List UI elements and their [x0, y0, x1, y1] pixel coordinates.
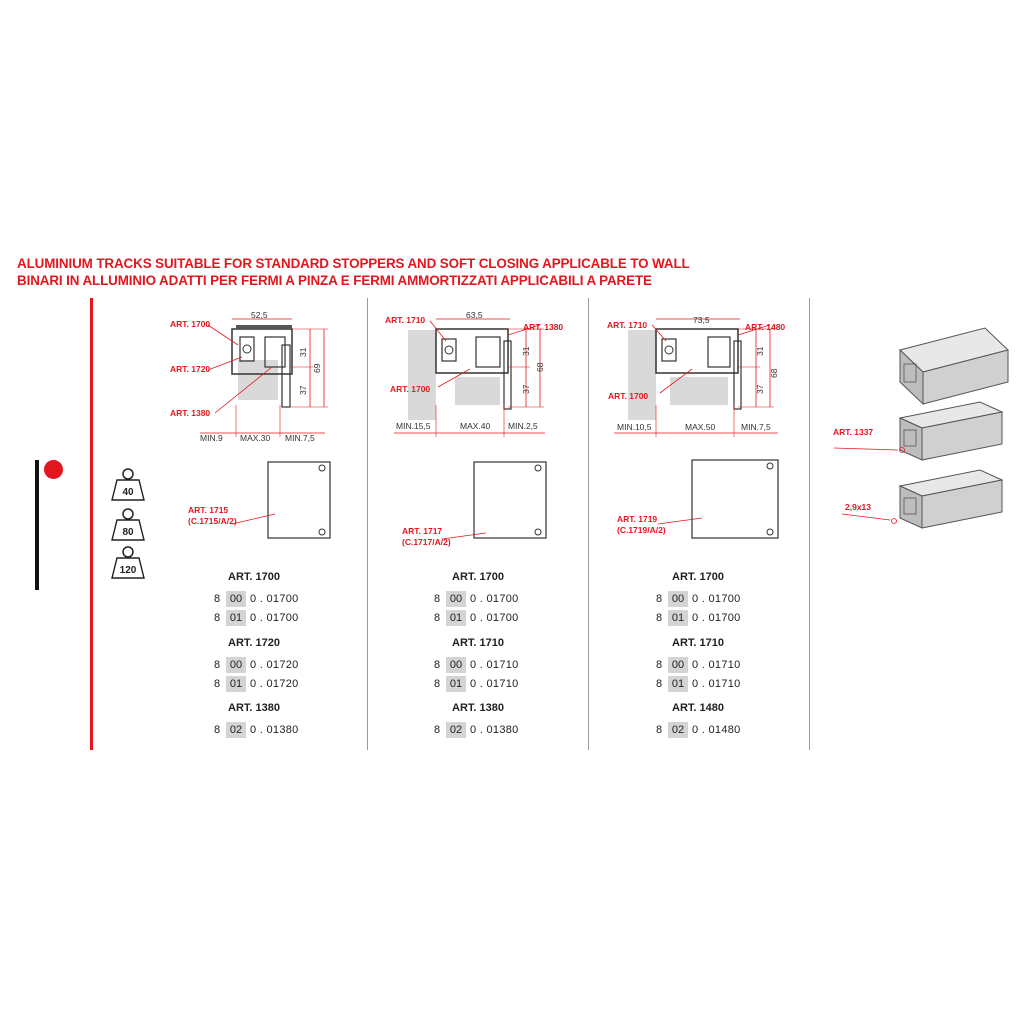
code-head-1710: ART. 1710 [672, 637, 724, 649]
code-head-1480: ART. 1480 [672, 702, 724, 714]
dim-total: 69 [312, 363, 322, 373]
dim-h1: 31 [521, 346, 531, 356]
dim-min-left: MIN.10,5 [617, 422, 652, 432]
label-art-1719: ART. 1719 [617, 514, 658, 524]
weight-40-label: 40 [122, 487, 134, 498]
dim-max: MAX.30 [240, 433, 271, 443]
code-head-1700: ART. 1700 [672, 571, 724, 583]
header-title-it: BINARI IN ALLUMINIO ADATTI PER FERMI A PINZA E FERMI AMMORTIZZATI APPLICABILI A PARETE [17, 273, 652, 288]
dim-width: 52,5 [251, 310, 268, 320]
dim-total: 68 [769, 368, 779, 378]
track-3d-middle [900, 402, 1002, 460]
dim-h1: 31 [298, 347, 308, 357]
weight-120-icon [108, 546, 148, 580]
code-row: 8 00 0 . 01700 [434, 593, 519, 605]
dim-h1: 31 [755, 346, 765, 356]
code-head-1710: ART. 1710 [452, 637, 504, 649]
label-art-1710: ART. 1710 [607, 320, 648, 330]
code-row: 8 00 0 . 01700 [656, 593, 741, 605]
dim-h2: 37 [521, 384, 531, 394]
code-row: 8 01 0 . 01700 [214, 612, 299, 624]
weight-80-label: 80 [122, 527, 134, 538]
code-head-1720: ART. 1720 [228, 637, 280, 649]
code-row: 8 02 0 . 01380 [214, 724, 299, 736]
leader-art-1337 [832, 438, 912, 458]
code-row: 8 00 0 . 01720 [214, 659, 299, 671]
label-art-1380: ART. 1380 [170, 408, 211, 418]
track-3d-top [900, 328, 1008, 404]
code-row: 8 01 0 . 01700 [656, 612, 741, 624]
weight-80-icon [108, 508, 148, 542]
label-art-1380: ART. 1380 [523, 322, 564, 332]
code-head-1700: ART. 1700 [452, 571, 504, 583]
label-art-1700: ART. 1700 [608, 391, 649, 401]
column-divider-2 [588, 298, 589, 750]
code-row: 8 01 0 . 01710 [656, 678, 741, 690]
dim-max: MAX.50 [685, 422, 716, 432]
dim-min-right: MIN.7,5 [741, 422, 771, 432]
red-vertical-rule [90, 298, 93, 750]
code-row: 8 00 0 . 01700 [214, 593, 299, 605]
label-c1717: (C.1717/A/2) [402, 537, 451, 547]
label-art-1480: ART. 1480 [745, 322, 786, 332]
track-3d-bottom [900, 470, 1002, 528]
label-art-1337: ART. 1337 [833, 427, 874, 437]
dim-width: 63,5 [466, 310, 483, 320]
dim-min-right: MIN.7,5 [285, 433, 315, 443]
dim-h2: 37 [298, 385, 308, 395]
code-row: 8 02 0 . 01380 [434, 724, 519, 736]
label-art-1715: ART. 1715 [188, 505, 229, 515]
dim-total: 68 [535, 362, 545, 372]
code-head-1380: ART. 1380 [452, 702, 504, 714]
label-art-1700: ART. 1700 [170, 319, 211, 329]
weight-120-label: 120 [119, 565, 137, 576]
dim-min-right: MIN.2,5 [508, 421, 538, 431]
code-row: 8 01 0 . 01720 [214, 678, 299, 690]
code-row: 8 01 0 . 01700 [434, 612, 519, 624]
label-screw: 2,9x13 [845, 502, 871, 512]
code-row: 8 02 0 . 01480 [656, 724, 741, 736]
code-row: 8 01 0 . 01710 [434, 678, 519, 690]
label-c1719: (C.1719/A/2) [617, 525, 666, 535]
black-marker-bar [35, 460, 39, 590]
weight-40-icon [108, 468, 148, 502]
label-c1715: (C.1715/A/2) [188, 516, 237, 526]
leader-1715 [230, 500, 280, 530]
dim-h2: 37 [755, 384, 765, 394]
column-divider-1 [367, 298, 368, 750]
dim-max: MAX.40 [460, 421, 491, 431]
code-head-1380: ART. 1380 [228, 702, 280, 714]
label-art-1717: ART. 1717 [402, 526, 443, 536]
dim-width: 73,5 [693, 315, 710, 325]
code-head-1700: ART. 1700 [228, 571, 280, 583]
dim-min-left: MIN.9 [200, 433, 223, 443]
label-art-1710: ART. 1710 [385, 315, 426, 325]
header-title-en: ALUMINIUM TRACKS SUITABLE FOR STANDARD STOPPERS AND SOFT CLOSING APPLICABLE TO WALL [17, 256, 690, 271]
red-dot-icon [44, 460, 63, 479]
leader-screw [840, 510, 910, 530]
label-art-1720: ART. 1720 [170, 364, 211, 374]
track-3d-illustrations [890, 320, 1010, 530]
dim-min-left: MIN.15,5 [396, 421, 431, 431]
code-row: 8 00 0 . 01710 [434, 659, 519, 671]
column-divider-3 [809, 298, 810, 750]
label-art-1700: ART. 1700 [390, 384, 431, 394]
code-row: 8 00 0 . 01710 [656, 659, 741, 671]
